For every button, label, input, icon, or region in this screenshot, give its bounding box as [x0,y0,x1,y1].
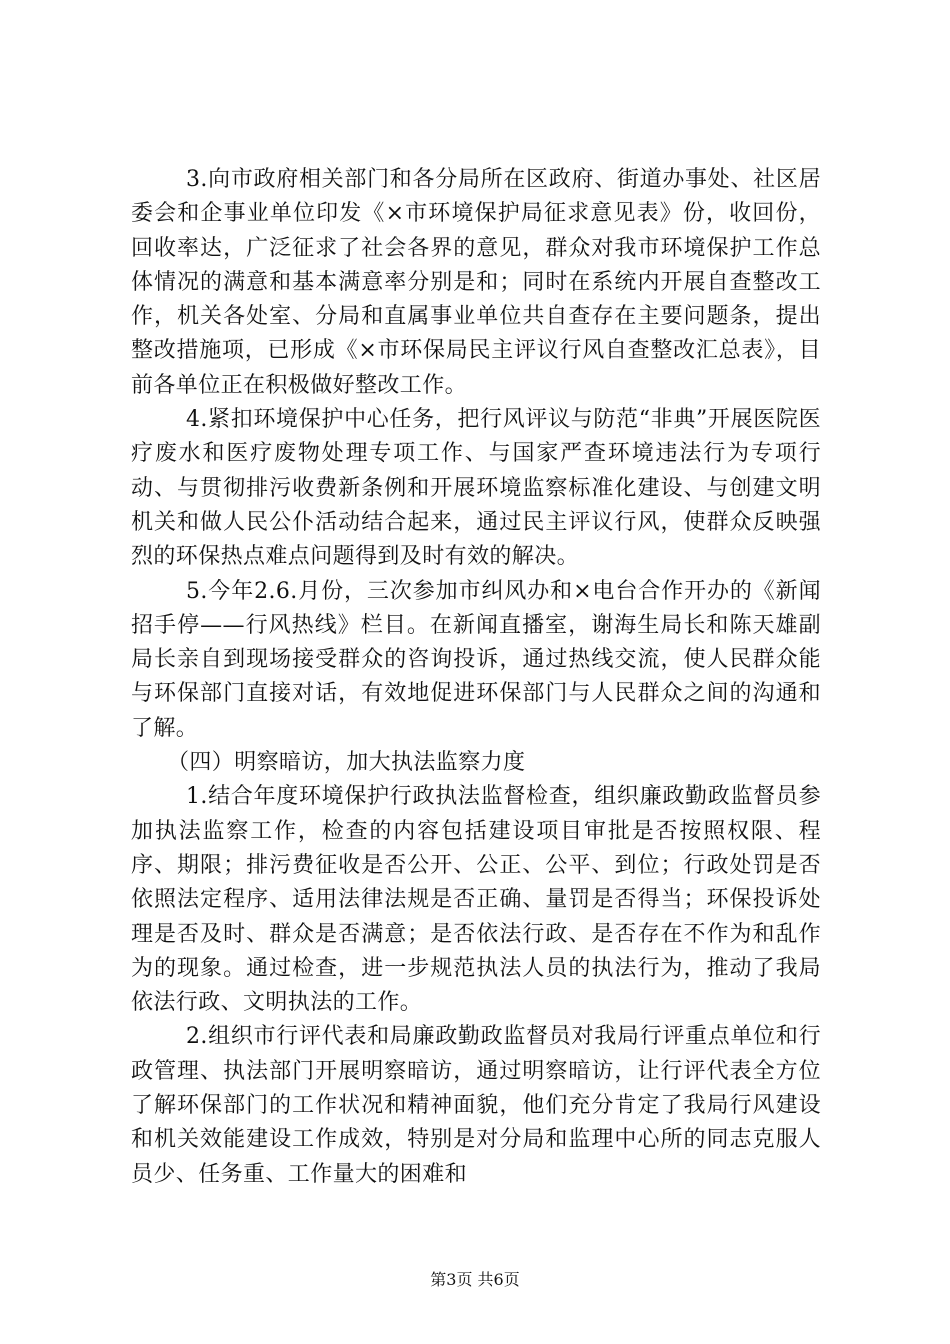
paragraph-item-5: 5.今年2.6.月份，三次参加市纠风办和×电台合作开办的《新闻招手停——行风热线》栏目。在新闻直播室，谢海生局长和陈天雄副局长亲自到现场接受群众的咨询投诉，通过热线交流，使人民群众能与环保部门直接对话，有效地促进环保部门与人民群众之间的沟通和了解。 [131,578,821,741]
document-body [131,163,821,1192]
page-footer: 第3页 共6页 [430,1270,520,1289]
paragraph-item-4: 4.紧扣环境保护中心任务，把行风评议与防范“非典”开展医院医疗废水和医疗废物处理专项工作、与国家严查环境违法行为专项行动、与贯彻排污收费新条例和开展环境监察标准化建设、与创建文明机关和做人民公仆活动结合起来，通过民主评议行风，使群众反映强烈的环保热点难点问题得到及时有效的解决。 [131,407,821,570]
paragraph-item-3: 3.向市政府相关部门和各分局所在区政府、街道办事处、社区居委会和企事业单位印发《×市环境保护局征求意见表》份，收回份，回收率达，广泛征求了社会各界的意见，群众对我市环境保护工作总体情况的满意和基本满意率分别是和；同时在系统内开展自查整改工作，机关各处室、分局和直属事业单位共自查存在主要问题条，提出整改措施项，已形成《×市环保局民主评议行风自查整改汇总表》，目前各单位正在积极做好整改工作。 [131,167,821,398]
paragraph-item-2: 2.组织市行评代表和局廉政勤政监督员对我局行评重点单位和行政管理、执法部门开展明察暗访，通过明察暗访，让行评代表全方位了解环保部门的工作状况和精神面貌，他们充分肯定了我局行风建设和机关效能建设工作成效，特别是对分局和监理中心所的同志克服人员少、任务重、工作量大的困难和 [131,1024,821,1187]
section-heading: （四）明察暗访，加大执法监察力度 [167,750,526,776]
paragraph-item-1: 1.结合年度环境保护行政执法监督检查，组织廉政勤政监督员参加执法监察工作，检查的内容包括建设项目审批是否按照权限、程序、期限；排污费征收是否公开、公正、公平、到位；行政处罚是否依照法定程序、适用法律法规是否正确、量罚是否得当；环保投诉处理是否及时、群众是否满意；是否依法行政、是否存在不作为和乱作为的现象。通过检查，进一步规范执法人员的执法行为，推动了我局依法行政、文明执法的工作。 [131,784,821,1016]
